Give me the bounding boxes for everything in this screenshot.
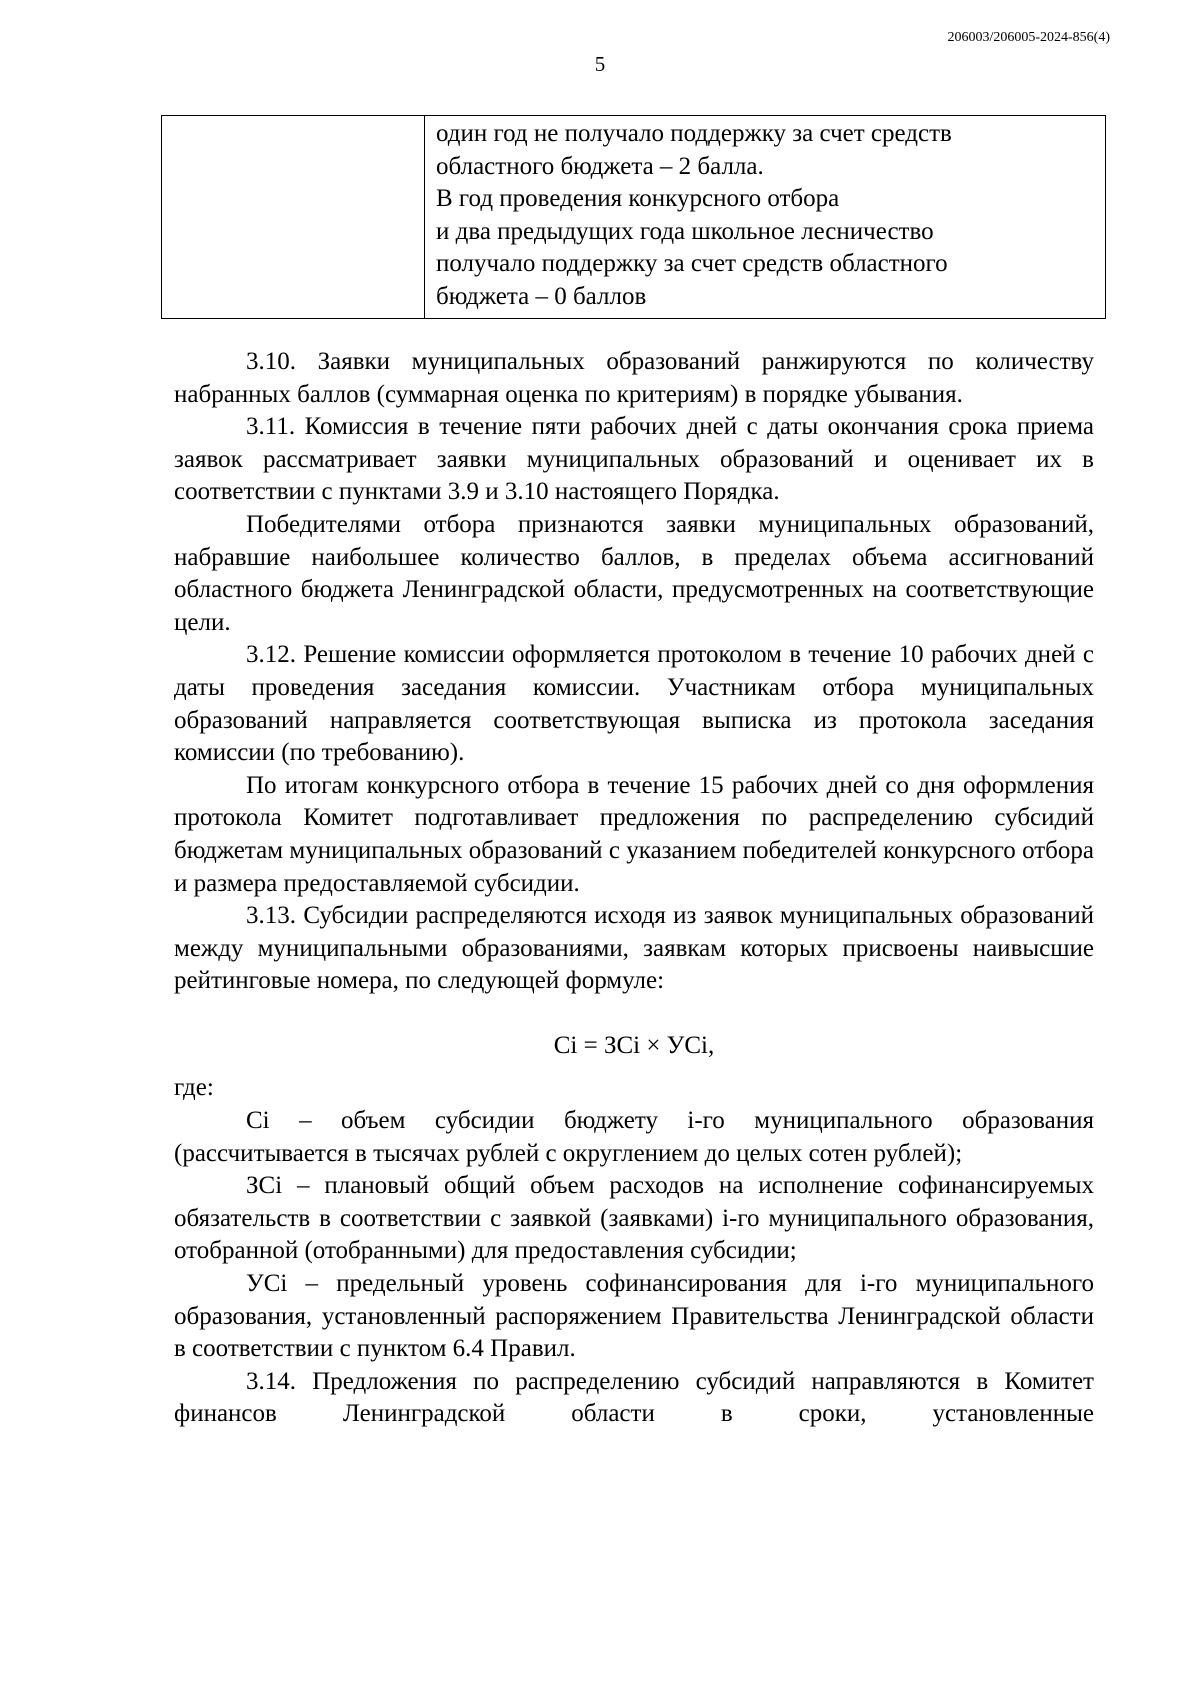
table-cell-line: В год проведения конкурсного отбора — [436, 185, 840, 213]
document-number: 206003/206005-2024-856(4) — [947, 30, 1110, 45]
table-cell-line: бюджета – 0 баллов — [436, 282, 647, 310]
table-cell-line: получало поддержку за счет средств областного — [436, 250, 948, 278]
paragraph-3-10: 3.10. Заявки муниципальных образований ранжируются по количеству набранных баллов (суммарная оценка по критериям) в порядке убывания. — [174, 348, 1094, 408]
paragraph-3-12: 3.12. Решение комиссии оформляется протоколом в течение 10 рабочих дней с даты проведения заседания комиссии. Участникам отбора муниципальных образований направляется соответствующая выписка из протокола заседания комиссии (по требованию). — [174, 641, 1094, 767]
table-cell-line: один год не получало поддержку за счет средств — [436, 120, 952, 147]
definition-zci: ЗCi – плановый общий объем расходов на исполнение софинансируемых обязательств в соответствии с заявкой (заявками) i-го муниципального образования, отобранной (отобранными) для предоставления субсидии; — [174, 1172, 1094, 1265]
table-cell-line: областного бюджета – 2 балла. — [436, 152, 764, 180]
paragraph-winners: Победителями отбора признаются заявки муниципальных образований, набравшие наибольшее количество баллов, в пределах объема ассигнований областного бюджета Ленинградской области, предусмотренных на соответствующие цели. — [174, 510, 1094, 636]
document-body — [174, 346, 1094, 1431]
where-label: где: — [174, 1074, 214, 1102]
table-cell-right — [425, 116, 1106, 319]
paragraph-results: По итогам конкурсного отбора в течение 15 рабочих дней со дня оформления протокола Комитет подготавливает предложения по распределению субсидий бюджетам муниципальных образований с указанием победителей конкурсного отбора и размера предоставляемой субсидии. — [174, 771, 1094, 897]
subsidy-formula: Ci = ЗCi × УCi, — [553, 1031, 715, 1059]
definition-ci: Ci – объем субсидии бюджету i-го муниципального образования (рассчитывается в тысячах рублей с округлением до целых сотен рублей); — [174, 1107, 1094, 1167]
table-cell-left — [162, 116, 425, 319]
criteria-table — [161, 115, 1106, 319]
page-number: 5 — [594, 52, 606, 76]
paragraph-3-11: 3.11. Комиссия в течение пяти рабочих дней с даты окончания срока приема заявок рассматривает заявки муниципальных образований и оценивает их в соответствии с пунктами 3.9 и 3.10 настоящего Порядка. — [174, 413, 1094, 506]
table-row — [162, 116, 1106, 319]
table-cell-line: и два предыдущих года школьное лесничество — [436, 217, 934, 245]
definition-uci: УCi – предельный уровень софинансирования для i-го муниципального образования, установленный распоряжением Правительства Ленинградской области в соответствии с пунктом 6.4 Правил. — [174, 1270, 1094, 1363]
paragraph-3-13: 3.13. Субсидии распределяются исходя из заявок муниципальных образований между муниципальными образованиями, заявкам которых присвоены наивысшие рейтинговые номера, по следующей формуле: — [174, 902, 1094, 995]
paragraph-3-14: 3.14. Предложения по распределению субсидий направляются в Комитет финансов Ленинградской области в сроки, установленные — [174, 1367, 1094, 1428]
